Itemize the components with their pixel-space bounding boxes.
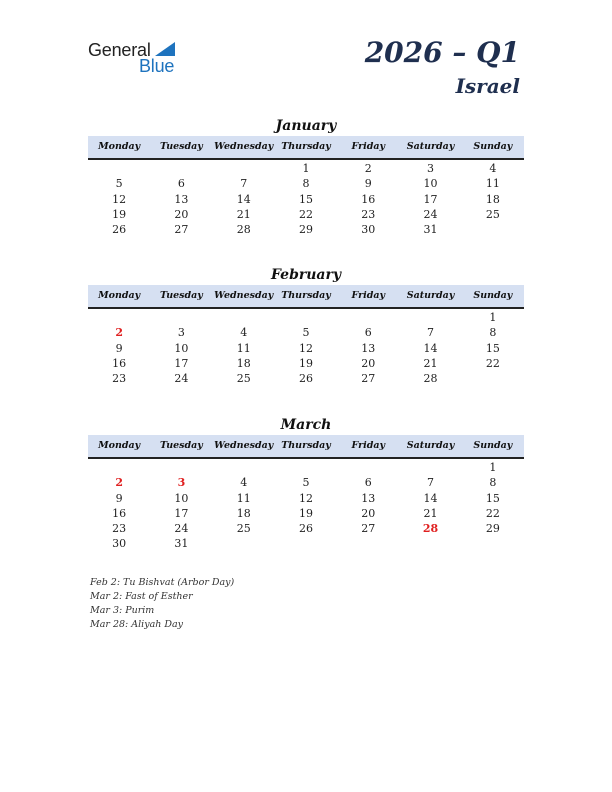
weekday-label: Saturday [406, 290, 455, 301]
day-cell: 13 [174, 192, 189, 206]
weekday-label: Sunday [473, 141, 513, 152]
day-cell [399, 310, 461, 325]
week-row [88, 207, 524, 222]
weekday-label: Wednesday [214, 440, 274, 451]
week-row [88, 521, 524, 536]
day-cell [399, 460, 461, 475]
day-cell: 12 [298, 341, 313, 355]
day-cell: 28 [423, 372, 438, 386]
day-cell: 7 [427, 326, 435, 340]
day-cell [88, 460, 150, 475]
day-cell [462, 222, 524, 237]
day-cell: 18 [236, 506, 251, 520]
day-cell: 10 [174, 491, 189, 505]
day-cell: 17 [423, 192, 438, 206]
day-cell: 25 [236, 372, 251, 386]
day-cell [337, 460, 399, 475]
weekday-header [88, 136, 524, 160]
day-cell: 24 [423, 207, 438, 221]
week-row [88, 475, 524, 490]
weekday-header [88, 285, 524, 309]
weekday-label: Monday [98, 290, 141, 301]
holiday-note: Mar 3: Purim [90, 605, 155, 616]
day-cell: 5 [302, 326, 310, 340]
weekday-label: Sunday [473, 440, 513, 451]
day-cell: 11 [485, 177, 500, 191]
day-cell: 20 [361, 506, 376, 520]
logo [88, 40, 188, 76]
week-row [88, 460, 524, 475]
day-cell [213, 310, 275, 325]
week-row [88, 371, 524, 386]
day-cell: 12 [112, 192, 127, 206]
week-row [88, 506, 524, 521]
day-cell [462, 371, 524, 386]
country-name: Israel [455, 74, 520, 98]
day-cell: 15 [298, 192, 313, 206]
day-cell: 9 [115, 491, 123, 505]
weekday-label: Tuesday [160, 290, 203, 301]
day-cell: 4 [489, 162, 497, 175]
holiday-day-cell: 2 [115, 326, 123, 340]
day-cell: 6 [364, 476, 372, 490]
day-cell: 12 [298, 491, 313, 505]
logo-text-general: General [88, 40, 151, 60]
day-cell: 17 [174, 356, 189, 370]
day-cell: 13 [361, 491, 376, 505]
month-name: March [280, 417, 332, 433]
week-row [88, 536, 524, 551]
day-cell [213, 460, 275, 475]
day-cell [150, 460, 212, 475]
day-cell [275, 536, 337, 551]
day-cell: 16 [112, 506, 127, 520]
weekday-label: Sunday [473, 290, 513, 301]
day-cell: 16 [361, 192, 376, 206]
weekday-label: Monday [98, 141, 141, 152]
day-cell [150, 310, 212, 325]
day-cell: 1 [489, 461, 497, 474]
day-cell: 20 [174, 207, 189, 221]
day-cell [399, 536, 461, 551]
day-cell: 8 [302, 177, 310, 191]
day-cell: 1 [302, 162, 310, 175]
week-row [88, 310, 524, 325]
day-cell: 30 [112, 537, 127, 551]
weekday-label: Thursday [281, 440, 331, 451]
week-row [88, 176, 524, 191]
day-cell: 22 [485, 506, 500, 520]
day-cell: 14 [423, 341, 438, 355]
weekday-label: Friday [351, 141, 386, 152]
day-cell: 14 [236, 192, 251, 206]
day-cell: 15 [485, 341, 500, 355]
day-cell: 29 [298, 223, 313, 237]
weekday-label: Tuesday [160, 440, 203, 451]
day-cell: 19 [298, 356, 313, 370]
weekday-label: Thursday [281, 141, 331, 152]
day-cell: 24 [174, 372, 189, 386]
day-cell: 27 [361, 372, 376, 386]
day-cell: 27 [361, 522, 376, 536]
logo-triangle-icon [155, 42, 175, 56]
day-cell: 24 [174, 522, 189, 536]
month-january [88, 116, 524, 237]
week-row [88, 325, 524, 340]
day-cell: 15 [485, 491, 500, 505]
day-cell: 27 [174, 223, 189, 237]
day-cell: 2 [364, 162, 372, 175]
day-cell: 14 [423, 491, 438, 505]
day-cell: 9 [115, 341, 123, 355]
day-cell: 11 [236, 341, 251, 355]
month-name: January [275, 118, 337, 134]
day-cell: 18 [485, 192, 500, 206]
day-cell: 6 [177, 177, 185, 191]
day-cell: 1 [489, 311, 497, 324]
month-name: February [270, 267, 341, 283]
day-cell: 30 [361, 223, 376, 237]
day-cell: 19 [298, 506, 313, 520]
weekday-label: Saturday [406, 141, 455, 152]
day-cell: 3 [177, 326, 185, 340]
day-cell [213, 161, 275, 176]
day-cell: 21 [423, 356, 438, 370]
day-cell: 8 [489, 476, 497, 490]
weekday-label: Saturday [406, 440, 455, 451]
page-title: 2026 – Q1 [364, 36, 520, 69]
day-cell: 5 [115, 177, 123, 191]
day-cell: 5 [302, 476, 310, 490]
day-cell: 13 [361, 341, 376, 355]
day-cell: 31 [174, 537, 189, 551]
day-cell [88, 310, 150, 325]
day-cell: 23 [112, 522, 127, 536]
day-cell: 31 [423, 223, 438, 237]
day-cell: 22 [298, 207, 313, 221]
holiday-note: Mar 2: Fast of Esther [90, 591, 193, 602]
holiday-day-cell: 2 [115, 476, 123, 490]
month-february [88, 265, 524, 386]
weekday-label: Friday [351, 290, 386, 301]
week-row [88, 356, 524, 371]
day-cell: 26 [298, 522, 313, 536]
weekday-label: Wednesday [214, 290, 274, 301]
day-cell: 4 [240, 326, 248, 340]
logo-text-blue: Blue [139, 56, 175, 76]
day-cell: 26 [298, 372, 313, 386]
weekday-label: Friday [351, 440, 386, 451]
day-cell: 23 [112, 372, 127, 386]
day-cell: 25 [236, 522, 251, 536]
day-cell [88, 161, 150, 176]
day-cell: 19 [112, 207, 127, 221]
day-cell [462, 536, 524, 551]
day-cell: 6 [364, 326, 372, 340]
weekday-label: Tuesday [160, 141, 203, 152]
day-cell [337, 310, 399, 325]
day-cell: 10 [423, 177, 438, 191]
weekday-header [88, 435, 524, 459]
day-cell [275, 460, 337, 475]
month-march [88, 415, 524, 552]
day-cell: 10 [174, 341, 189, 355]
day-cell: 26 [112, 223, 127, 237]
weekday-label: Thursday [281, 290, 331, 301]
day-cell [213, 536, 275, 551]
day-cell [275, 310, 337, 325]
week-row [88, 491, 524, 506]
day-cell [150, 161, 212, 176]
day-cell: 29 [485, 522, 500, 536]
day-cell: 18 [236, 356, 251, 370]
holiday-note: Feb 2: Tu Bishvat (Arbor Day) [90, 577, 235, 588]
day-cell [337, 536, 399, 551]
day-cell: 16 [112, 356, 127, 370]
day-cell: 7 [427, 476, 435, 490]
weekday-label: Wednesday [214, 141, 274, 152]
day-cell: 9 [364, 177, 372, 191]
day-cell: 17 [174, 506, 189, 520]
day-cell: 21 [423, 506, 438, 520]
day-cell: 28 [236, 223, 251, 237]
day-cell: 25 [485, 207, 500, 221]
day-cell: 23 [361, 207, 376, 221]
week-row [88, 222, 524, 237]
day-cell: 7 [240, 177, 248, 191]
holiday-day-cell: 3 [177, 476, 186, 490]
holiday-day-cell: 28 [422, 522, 439, 536]
holiday-notes [90, 576, 234, 632]
day-cell: 11 [236, 491, 251, 505]
day-cell: 22 [485, 356, 500, 370]
week-row [88, 192, 524, 207]
holiday-note: Mar 28: Aliyah Day [90, 619, 184, 630]
week-row [88, 341, 524, 356]
day-cell: 20 [361, 356, 376, 370]
day-cell: 8 [489, 326, 497, 340]
week-row [88, 161, 524, 176]
day-cell: 3 [427, 162, 435, 175]
day-cell: 4 [240, 476, 248, 490]
day-cell: 21 [236, 207, 251, 221]
weekday-label: Monday [98, 440, 141, 451]
